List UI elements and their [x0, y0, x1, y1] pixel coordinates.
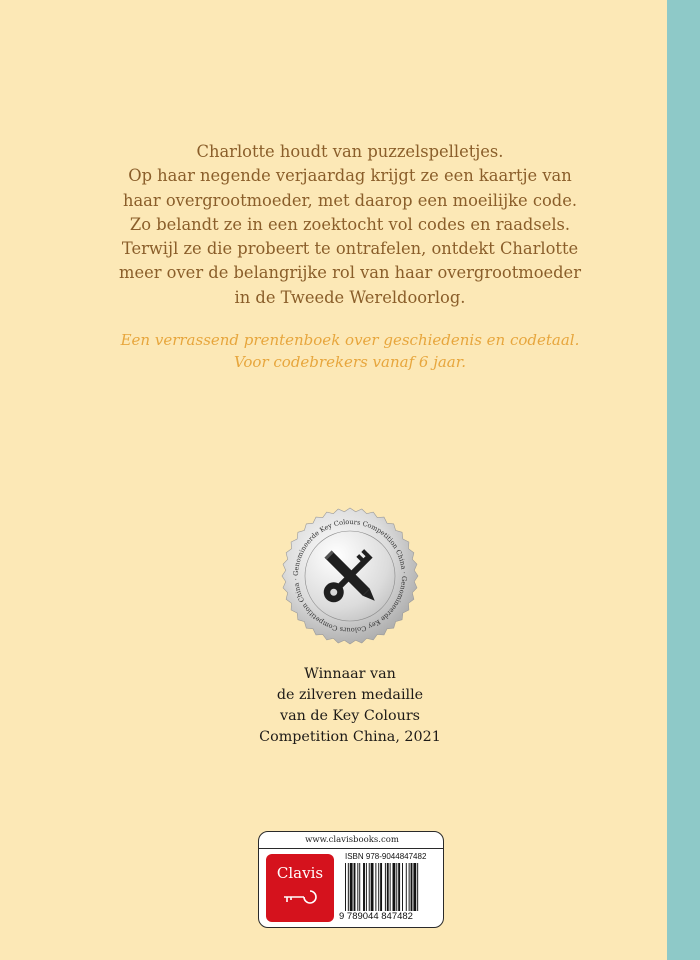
- award-line: van de Key Colours: [280, 708, 420, 724]
- publisher-name: Clavis: [276, 864, 324, 882]
- blurb-line: meer over de belangrijke rol van haar overgrootmoeder: [119, 263, 581, 283]
- barcode-bar: [380, 863, 382, 911]
- barcode-bar: [375, 863, 376, 911]
- seal-ring-text: Genomineerde Key Colours Competition China · Genomineerde Key Colours Competition China ·: [291, 517, 409, 635]
- barcode-bar: [350, 863, 353, 911]
- publisher-url[interactable]: www.clavisbooks.com: [305, 835, 399, 845]
- blurb-line: in de Tweede Wereldoorlog.: [234, 287, 466, 307]
- barcode-bar: [363, 863, 365, 911]
- barcode-digits: 9 789044 847482: [339, 911, 413, 922]
- blurb-line: Terwijl ze die probeert te ontrafelen, ontdekt Charlotte: [121, 239, 579, 259]
- barcode-bar: [413, 863, 416, 911]
- barcode-bar: [354, 863, 356, 911]
- barcode-bar: [385, 863, 386, 911]
- barcode-bar: [369, 863, 370, 911]
- clavis-logo: [266, 854, 334, 922]
- barcode-bar: [366, 863, 367, 911]
- barcode-bar: [411, 863, 413, 911]
- key-icon: [282, 888, 318, 906]
- tagline: [40, 330, 660, 373]
- barcode-bar: [390, 863, 391, 911]
- award-text: [200, 664, 500, 748]
- blurb-line: Zo belandt ze in een zoektocht vol codes en raadsels.: [129, 214, 571, 234]
- barcode-bar: [402, 863, 403, 911]
- barcode-bar: [417, 863, 418, 911]
- tagline-line: Een verrassend prentenboek over geschiedenis en codetaal.: [120, 331, 580, 349]
- isbn-label: ISBN 978-9044847482: [345, 852, 427, 861]
- spine-strip: [667, 0, 700, 960]
- tagline-line: Voor codebrekers vanaf 6 jaar.: [233, 352, 467, 371]
- barcode-bar: [371, 863, 374, 911]
- barcode-bar: [359, 863, 360, 911]
- barcode-bar: [396, 863, 397, 911]
- barcode-bar: [387, 863, 389, 911]
- award-line: Winnaar van: [304, 666, 396, 682]
- divider: [259, 848, 444, 849]
- barcode-bar: [348, 863, 349, 911]
- barcode-bar: [393, 863, 396, 911]
- award-line: de zilveren medaille: [276, 687, 424, 703]
- barcode-bar: [378, 863, 379, 911]
- barcode-bar: [406, 863, 407, 911]
- barcode-bar: [398, 863, 400, 911]
- blurb-text: [40, 140, 660, 310]
- blurb-line: Charlotte houdt van puzzelspelletjes.: [196, 142, 504, 161]
- blurb-line: haar overgrootmoeder, met daarop een moeilijke code.: [122, 190, 578, 210]
- barcode-bar: [409, 863, 410, 911]
- barcode-bars: [345, 863, 438, 911]
- barcode-bar: [357, 863, 358, 911]
- blurb-line: Op haar negende verjaardag krijgt ze een kaartje van: [128, 166, 572, 186]
- barcode-panel: [258, 831, 444, 928]
- barcode-bar: [345, 863, 346, 911]
- silver-medal-seal: [281, 507, 419, 645]
- award-line: Competition China, 2021: [259, 729, 441, 745]
